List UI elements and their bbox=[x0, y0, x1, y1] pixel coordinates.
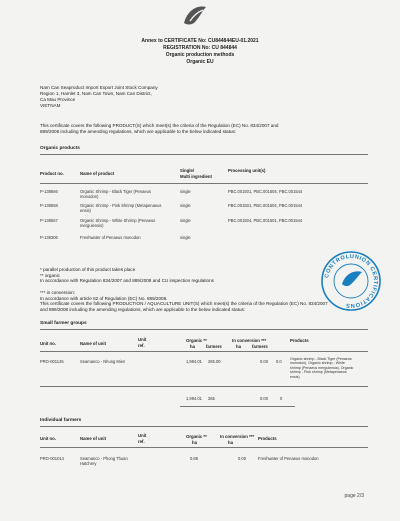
product-name-line: Organic Shrimp - Pink Shrimp (Metapenaeus bbox=[80, 203, 162, 208]
col-product-no: Product no. bbox=[40, 171, 64, 176]
col-organic: Organic ** bbox=[186, 434, 207, 439]
col-inconversion: In conversion *** bbox=[232, 338, 267, 343]
divider bbox=[40, 386, 368, 387]
unit-name bbox=[80, 456, 128, 466]
col-organic-ha: ha bbox=[192, 440, 198, 445]
divider bbox=[180, 406, 295, 407]
organic-ha: 1,994.01 bbox=[186, 359, 202, 364]
product-name-line: ensis) bbox=[80, 208, 91, 214]
unit-no: PRO-001014 bbox=[40, 456, 64, 461]
organic-products-title: Organic products bbox=[40, 146, 80, 151]
product-name bbox=[80, 235, 175, 240]
product-processing: PBC.001501, PBC.001504, PBC.001544 bbox=[228, 189, 303, 194]
col-unit-ref-b: ref. bbox=[138, 439, 145, 444]
col-products: Products bbox=[290, 338, 309, 343]
col-unit-no: Unit no. bbox=[40, 436, 56, 441]
note-line: * parallel production of this product takes place bbox=[40, 267, 136, 272]
total-inconversion-farmers: 0 bbox=[280, 396, 283, 401]
product-name bbox=[80, 189, 175, 199]
organic-standard: Organic EU bbox=[186, 59, 214, 65]
inconversion-ha: 0.00 bbox=[260, 359, 268, 364]
conversion-paragraph bbox=[40, 290, 375, 313]
col-inconversion-ha: ha bbox=[236, 344, 242, 349]
product-name bbox=[80, 218, 175, 228]
col-processing-units: Processing unit(s) bbox=[228, 168, 266, 173]
product-processing: PBC.001504, PBC.001501, PBC.001544 bbox=[228, 218, 303, 223]
address-line: Region 1, Hamlet 3, Nam Can Town, Nam Can District, bbox=[40, 91, 152, 96]
inconversion-farmers: 0.0 bbox=[276, 359, 282, 364]
address-line: Ca Mau Province bbox=[40, 97, 76, 102]
unit-name-line: Hatchery bbox=[80, 461, 97, 467]
col-unit-no: Unit no. bbox=[40, 341, 56, 346]
company-address bbox=[40, 85, 300, 109]
address-country: VIETNAM bbox=[40, 103, 61, 108]
product-name-line: merguiensis) bbox=[80, 223, 104, 229]
product-type: single bbox=[180, 189, 191, 194]
product-no: P-138306 bbox=[40, 235, 58, 240]
conversion-intro: *** in conversion: bbox=[40, 290, 75, 295]
product-name-line: Organic Shrimp - Black Tiger (Penaeus bbox=[80, 189, 151, 194]
seal-text: CONTROLUNION CERTIFICATIONS bbox=[324, 253, 379, 309]
col-organic-farmers: farmers bbox=[206, 344, 222, 349]
product-type: single bbox=[180, 203, 191, 208]
product-name bbox=[80, 203, 175, 213]
col-single: Single/ bbox=[180, 168, 195, 173]
product-type: single bbox=[180, 218, 191, 223]
divider bbox=[40, 183, 368, 184]
products-line: monodon), Organic shrimp - White bbox=[290, 361, 345, 366]
note-line: In accordance with Regulation 834/2007 and 889/2008 and CU inspection regulations bbox=[40, 278, 214, 284]
products-line: shrimp - Pink shrimp (Metapenaeus bbox=[290, 370, 347, 375]
col-inconversion-ha: ha bbox=[228, 440, 234, 445]
production-method: Organic production methods bbox=[165, 52, 235, 58]
conversion-line: In accordance with article 62 of Regulation (EC) No. 889/2008. bbox=[40, 295, 168, 301]
product-name-line: Organic Shrimp - White Shrimp (Penaeus bbox=[80, 218, 156, 223]
total-inconversion-ha: 0.00 bbox=[260, 396, 268, 401]
unit-name: Seamanco - Nhung Mien bbox=[80, 359, 126, 364]
small-farmers-title: Small farmer groups bbox=[40, 321, 87, 326]
products-line: ensis) bbox=[290, 374, 300, 379]
product-processing: PBC.001501, PBC.001504, PBC.001544 bbox=[228, 203, 303, 208]
inconversion-ha: 0.00 bbox=[238, 456, 246, 461]
company-name: Nam Can Seaproduct Import Export Joint Stock Company bbox=[40, 85, 158, 90]
divider bbox=[40, 426, 368, 427]
products-line: Organic shrimp - Black Tiger (Penaeus bbox=[290, 357, 352, 361]
individual-farmers-title: Individual farmers bbox=[40, 418, 82, 423]
col-organic: Organic ** bbox=[186, 338, 207, 343]
col-inconversion-farmers: farmers bbox=[252, 344, 268, 349]
certification-logo-icon bbox=[180, 3, 210, 29]
divider bbox=[40, 329, 368, 330]
unit-products bbox=[290, 357, 370, 379]
product-no: P-138568 bbox=[40, 203, 58, 208]
divider bbox=[40, 351, 368, 352]
product-name-line: monodon) bbox=[80, 194, 99, 200]
divider bbox=[40, 447, 368, 448]
organic-farmers: 265.00 bbox=[208, 359, 221, 364]
divider bbox=[40, 154, 368, 155]
registration-number: REGISTRATION No: CU 844844 bbox=[163, 45, 237, 51]
product-no: P-138566 bbox=[40, 189, 58, 194]
intro-line: This certificate covers the following PRODUCT(S) which meet(s) the criteria of the Regulation (EC) No. 834/2007 and bbox=[40, 123, 279, 128]
conversion-line: This certificate covers the following PRODUCTION / AQUACULTURE UNIT(S) which meet(s) the criteria of the Regulation (EC) No. 834/2007 bbox=[40, 301, 328, 307]
col-unit-name: Name of unit bbox=[80, 436, 107, 441]
col-product-name: Name of product bbox=[80, 171, 115, 176]
note-line: ** organic bbox=[40, 272, 60, 278]
col-products: Products bbox=[258, 436, 277, 441]
col-unit-name: Name of unit bbox=[80, 341, 107, 346]
conversion-line: and 889/2008 including the amending regulations, which are applicable to the below indicated status: bbox=[40, 307, 246, 313]
intro-line: 889/2008 including the amending regulations, which are applicable to the below indicated status: bbox=[40, 128, 237, 134]
col-unit-ref-b: ref. bbox=[138, 343, 145, 348]
organic-ha: 0.85 bbox=[190, 456, 198, 461]
unit-name-line: Seamanco - Phong Thuan bbox=[80, 456, 128, 461]
col-organic-ha: ha bbox=[190, 344, 196, 349]
col-multi: Multi ingredient bbox=[180, 174, 212, 179]
intro-paragraph bbox=[40, 123, 370, 134]
total-organic-farmers: 265 bbox=[208, 396, 215, 401]
product-no: P-138567 bbox=[40, 218, 58, 223]
annex-certificate-number: Annex to CERTIFICATE No: CU844844EU-01.2021 bbox=[141, 38, 259, 44]
col-unit-ref: Unit bbox=[138, 337, 147, 342]
total-organic-ha: 1,994.01 bbox=[186, 396, 202, 401]
col-unit-ref: Unit bbox=[138, 433, 147, 438]
col-inconversion: In conversion *** bbox=[220, 434, 255, 439]
unit-no: PRO-001145 bbox=[40, 359, 64, 364]
unit-products: Freshwater of Penaeus monodon bbox=[258, 456, 319, 461]
product-name-line: Freshwater of Penaeus monodon bbox=[80, 235, 141, 240]
products-line: shrimp (Penaeus merguiensis), Organic bbox=[290, 365, 354, 370]
product-type: single bbox=[180, 235, 191, 240]
page-number: page 2/3 bbox=[344, 492, 364, 499]
notes bbox=[40, 267, 310, 284]
